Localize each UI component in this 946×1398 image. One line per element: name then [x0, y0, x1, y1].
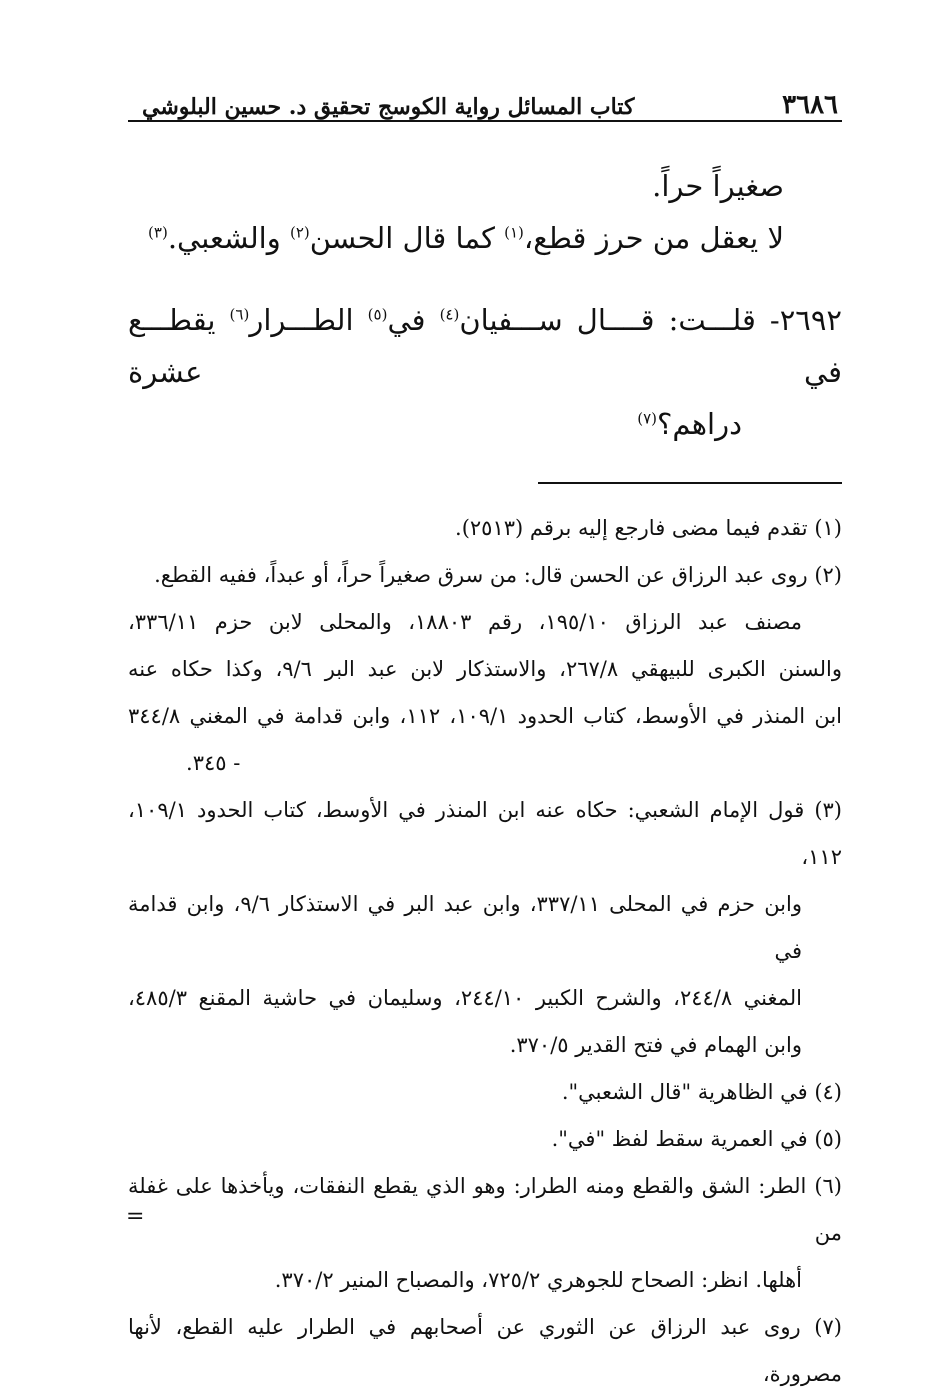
footnote-ref-4[interactable]: (٤) [439, 305, 460, 324]
question-line-1 [128, 294, 842, 398]
text-segment: لا يعقل من حرز قطع، [523, 221, 784, 255]
footnote-3-cont: وابن حزم في المحلى ٣٣٧/١١، وابن عبد البر في الاستذكار ٩/٦، وابن قدامة في [128, 892, 802, 963]
footnote-2-cont: - ٣٤٥. [186, 751, 241, 775]
footnote-3: (٣) قول الإمام الشعبي: حكاه عنه ابن المنذر في الأوسط، كتاب الحدود ١٠٩/١، ١١٢، [128, 798, 842, 869]
footnote-ref-3[interactable]: (٣) [148, 223, 168, 242]
footnote-2: (٢) روى عبد الرزاق عن الحسن قال: من سرق صغيراً حراً، أو عبداً، ففيه القطع. [154, 563, 842, 587]
text-segment: دراهم؟ [657, 407, 742, 441]
text-segment: يقطـــع في عشرة [128, 303, 842, 389]
text-segment: والشعبي. [167, 221, 290, 255]
main-line-1: صغيراً حراً. [652, 169, 784, 203]
page-number: ٣٦٨٦ [782, 90, 838, 120]
footnote-ref-1[interactable]: (١) [504, 223, 524, 242]
footnote-ref-5[interactable]: (٥) [367, 305, 388, 324]
footnote-ref-2[interactable]: (٢) [289, 223, 310, 242]
running-title: كتاب المسائل رواية الكوسج تحقيق د. حسين البلوشي [142, 94, 635, 120]
footnote-3-cont: المغني ٢٤٤/٨، والشرح الكبير ٢٤٤/١٠، وسليمان في حاشية المقنع ٤٨٥/٣، [128, 986, 802, 1010]
footnote-5: (٥) في العمرية سقط لفظ "في". [551, 1127, 842, 1151]
footnote-ref-7[interactable]: (٧) [637, 409, 658, 428]
footnote-6: (٦) الطر: الشق والقطع ومنه الطرار: وهو الذي يقطع النفقات، ويأخذها على غفلة من [128, 1174, 842, 1245]
footnote-divider [538, 482, 842, 484]
footnote-6-cont: أهلها. انظر: الصحاح للجوهري ٧٢٥/٢، والمصباح المنير ٣٧٠/٢. [274, 1268, 802, 1292]
text-segment: الطـــرار [249, 303, 368, 337]
main-line-2 [128, 212, 842, 264]
text-segment: كما قال الحسن [309, 221, 505, 255]
page [128, 72, 842, 450]
footnote-7: (٧) روى عبد الرزاق عن الثوري عن أصحابهم في الطرار عليه القطع، لأنها مصرورة، [128, 1315, 842, 1386]
question-line-2 [128, 398, 842, 450]
footnote-1: (١) تقدم فيما مضى فارجع إليه برقم (٢٥١٣). [455, 516, 842, 540]
text-segment: في [387, 303, 440, 337]
continuation-mark: = [126, 1204, 145, 1229]
page-header [128, 72, 842, 122]
footnote-2-cont: مصنف عبد الرزاق ١٩٥/١٠، رقم ١٨٨٠٣، والمحلى لابن حزم ٣٣٦/١١، [128, 610, 802, 634]
text-segment: ٢٦٩٢- قلـــت: قــــال ســـفيان [459, 303, 843, 337]
footnote-2-cont: ابن المنذر في الأوسط، كتاب الحدود ١٠٩/١، ١١٢، وابن قدامة في المغني ٣٤٤/٨ [128, 704, 843, 728]
footnote-2-cont: والسنن الكبرى للبيهقي ٢٦٧/٨، والاستذكار لابن عبد البر ٩/٦، وكذا حكاه عنه [128, 657, 843, 681]
footnote-ref-6[interactable]: (٦) [229, 305, 250, 324]
footnotes [128, 505, 842, 1398]
footnote-3-cont: وابن الهمام في فتح القدير ٣٧٠/٥. [509, 1033, 802, 1057]
footnote-4: (٤) في الظاهرية "قال الشعبي". [561, 1080, 842, 1104]
